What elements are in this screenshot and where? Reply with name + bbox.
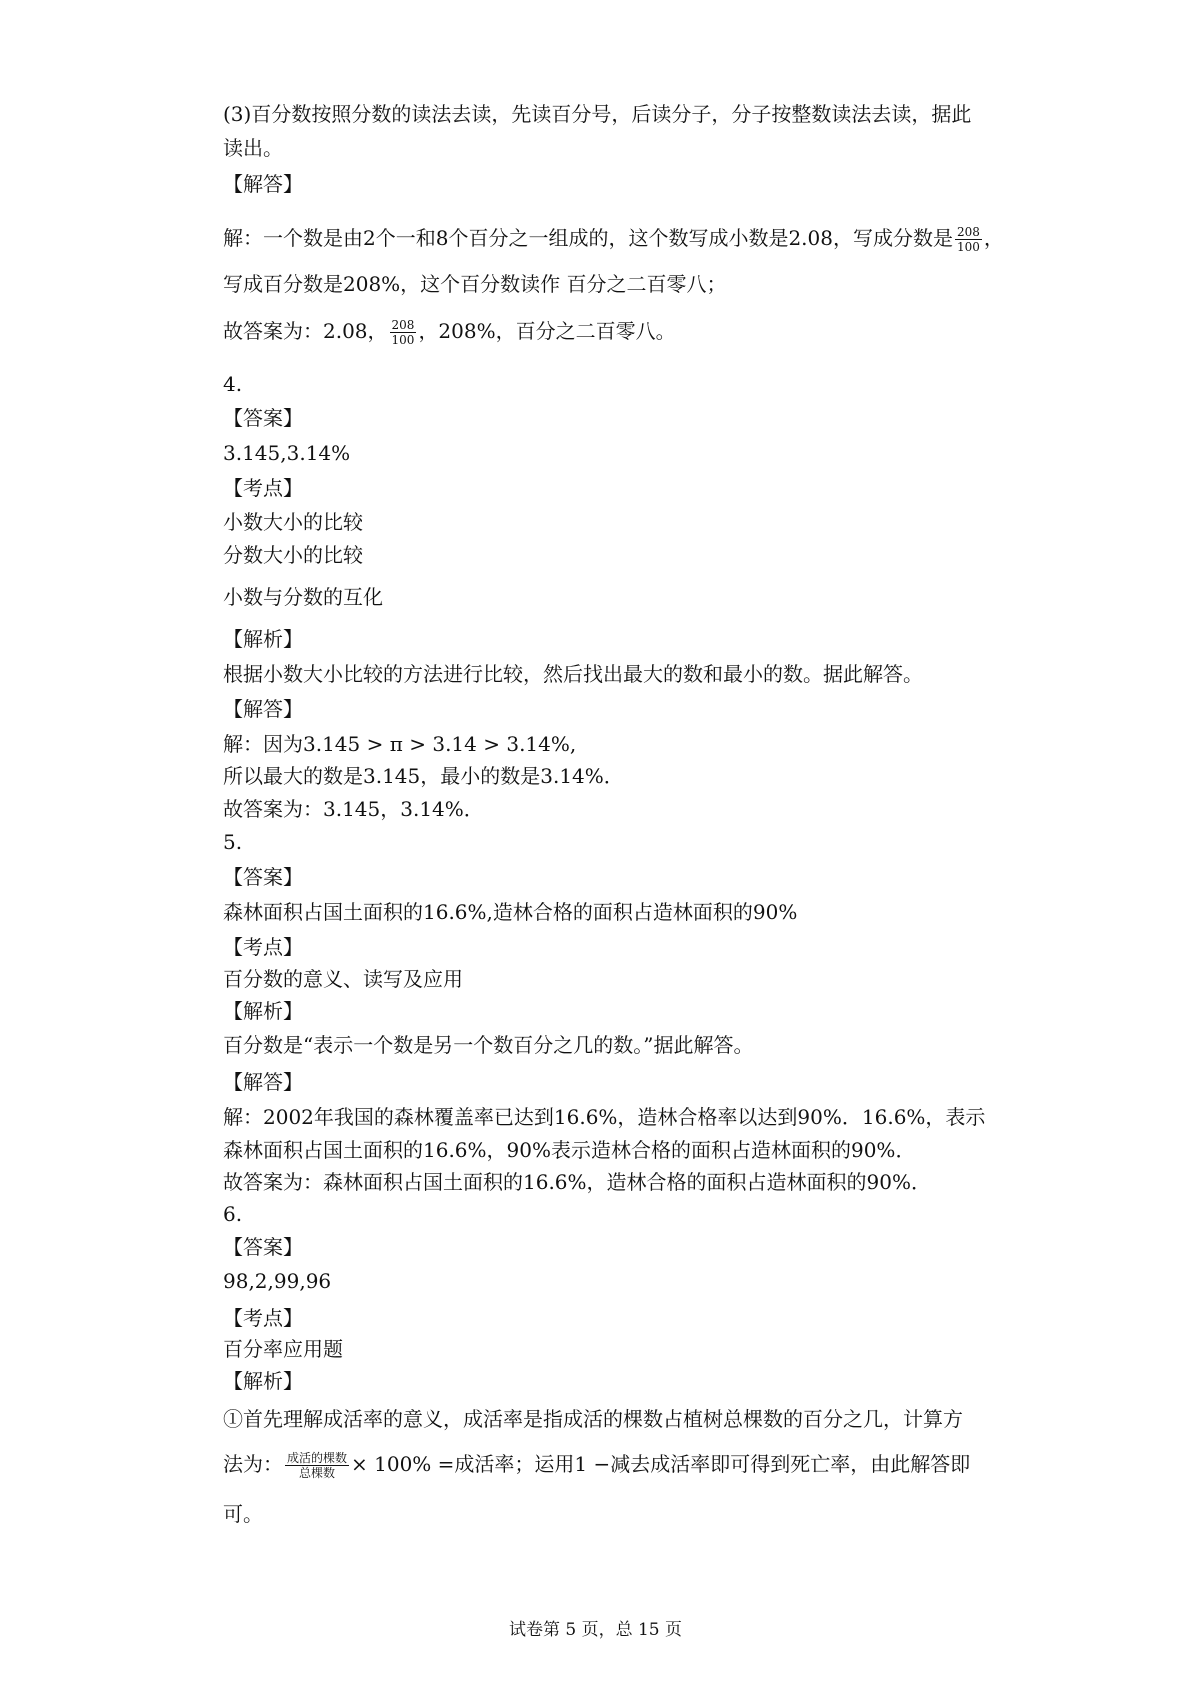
section-heading: 【考点】 [223,1306,303,1330]
topic-item: 小数大小的比较 [223,510,363,534]
text-line-with-fraction [223,318,676,347]
fraction-denominator: 100 [391,333,415,347]
section-heading: 【解析】 [223,999,303,1023]
fraction-numerator: 208 [391,318,415,332]
section-heading: 【解析】 [223,1369,303,1393]
section-heading: 【考点】 [223,935,303,959]
section-heading: 【解答】 [223,1070,303,1094]
fraction-numerator: 208 [956,225,980,239]
answer-value: 98,2,99,96 [223,1269,332,1293]
fraction [955,225,982,254]
section-heading: 【解析】 [223,627,303,651]
text-line-with-fraction [223,225,1004,254]
topic-item: 百分率应用题 [223,1337,343,1361]
section-heading: 【解答】 [223,697,303,721]
text-line: 所以最大的数是3.145，最小的数是3.14%． [223,764,624,788]
text-line: 森林面积占国土面积的16.6%，90%表示造林合格的面积占造林面积的90%． [223,1138,916,1162]
text-segment: 法为： [223,1452,283,1476]
fraction-denominator: 总棵数 [299,1466,336,1480]
question-number: 6. [223,1202,243,1226]
section-heading: 【答案】 [223,1235,303,1259]
text-line: 故答案为：森林面积占国土面积的16.6%，造林合格的面积占造林面积的90%． [223,1170,931,1194]
text-line-with-fraction [223,1451,970,1480]
text-segment: × 100% =成活率；运用1 −减去成活率即可得到死亡率，由此解答即 [351,1452,971,1476]
answer-value: 森林面积占国土面积的16.6%,造林合格的面积占造林面积的90% [223,900,798,924]
text-line: 解：因为3.145 > π > 3.14 > 3.14%, [223,732,577,756]
text-segment: ， [983,226,1004,250]
section-heading: 【答案】 [223,865,303,889]
text-line: 读出。 [223,136,283,160]
fraction [285,1451,349,1480]
page-footer: 试卷第 5 页，总 15 页 [508,1620,683,1640]
section-heading: 【考点】 [223,476,303,500]
text-segment: 故答案为：2.08， [223,319,388,343]
text-line: 故答案为：3.145，3.14%． [223,797,484,821]
topic-item: 百分数的意义、读写及应用 [223,967,463,991]
section-heading: 【答案】 [223,406,303,430]
topic-item: 分数大小的比较 [223,543,363,567]
question-number: 5. [223,830,243,854]
topic-item: 小数与分数的互化 [223,585,383,609]
text-line: (3)百分数按照分数的读法去读，先读百分号，后读分子，分子按整数读法去读，据此 [223,102,972,126]
text-segment: 解：一个数是由2个一和8个百分之一组成的，这个数写成小数是2.08，写成分数是 [223,226,953,250]
text-line: 解：2002年我国的森林覆盖率已达到16.6%，造林合格率以达到90%．16.6%，表示 [223,1105,986,1129]
text-line: 可。 [223,1502,263,1526]
section-heading: 【解答】 [223,172,303,196]
fraction-numerator: 成活的棵数 [287,1451,348,1465]
question-number: 4. [223,372,243,396]
text-line: 百分数是“表示一个数是另一个数百分之几的数。”据此解答。 [223,1033,754,1057]
fraction [390,318,417,347]
fraction-denominator: 100 [956,240,980,254]
answer-value: 3.145,3.14% [223,441,351,465]
text-line: ①首先理解成活率的意义，成活率是指成活的棵数占植树总棵数的百分之几，计算方 [223,1407,963,1431]
text-line: 根据小数大小比较的方法进行比较，然后找出最大的数和最小的数。据此解答。 [223,662,923,686]
text-line: 写成百分数是208%，这个百分数读作 百分之二百零八； [223,272,727,296]
text-segment: ，208%，百分之二百零八。 [418,319,676,343]
